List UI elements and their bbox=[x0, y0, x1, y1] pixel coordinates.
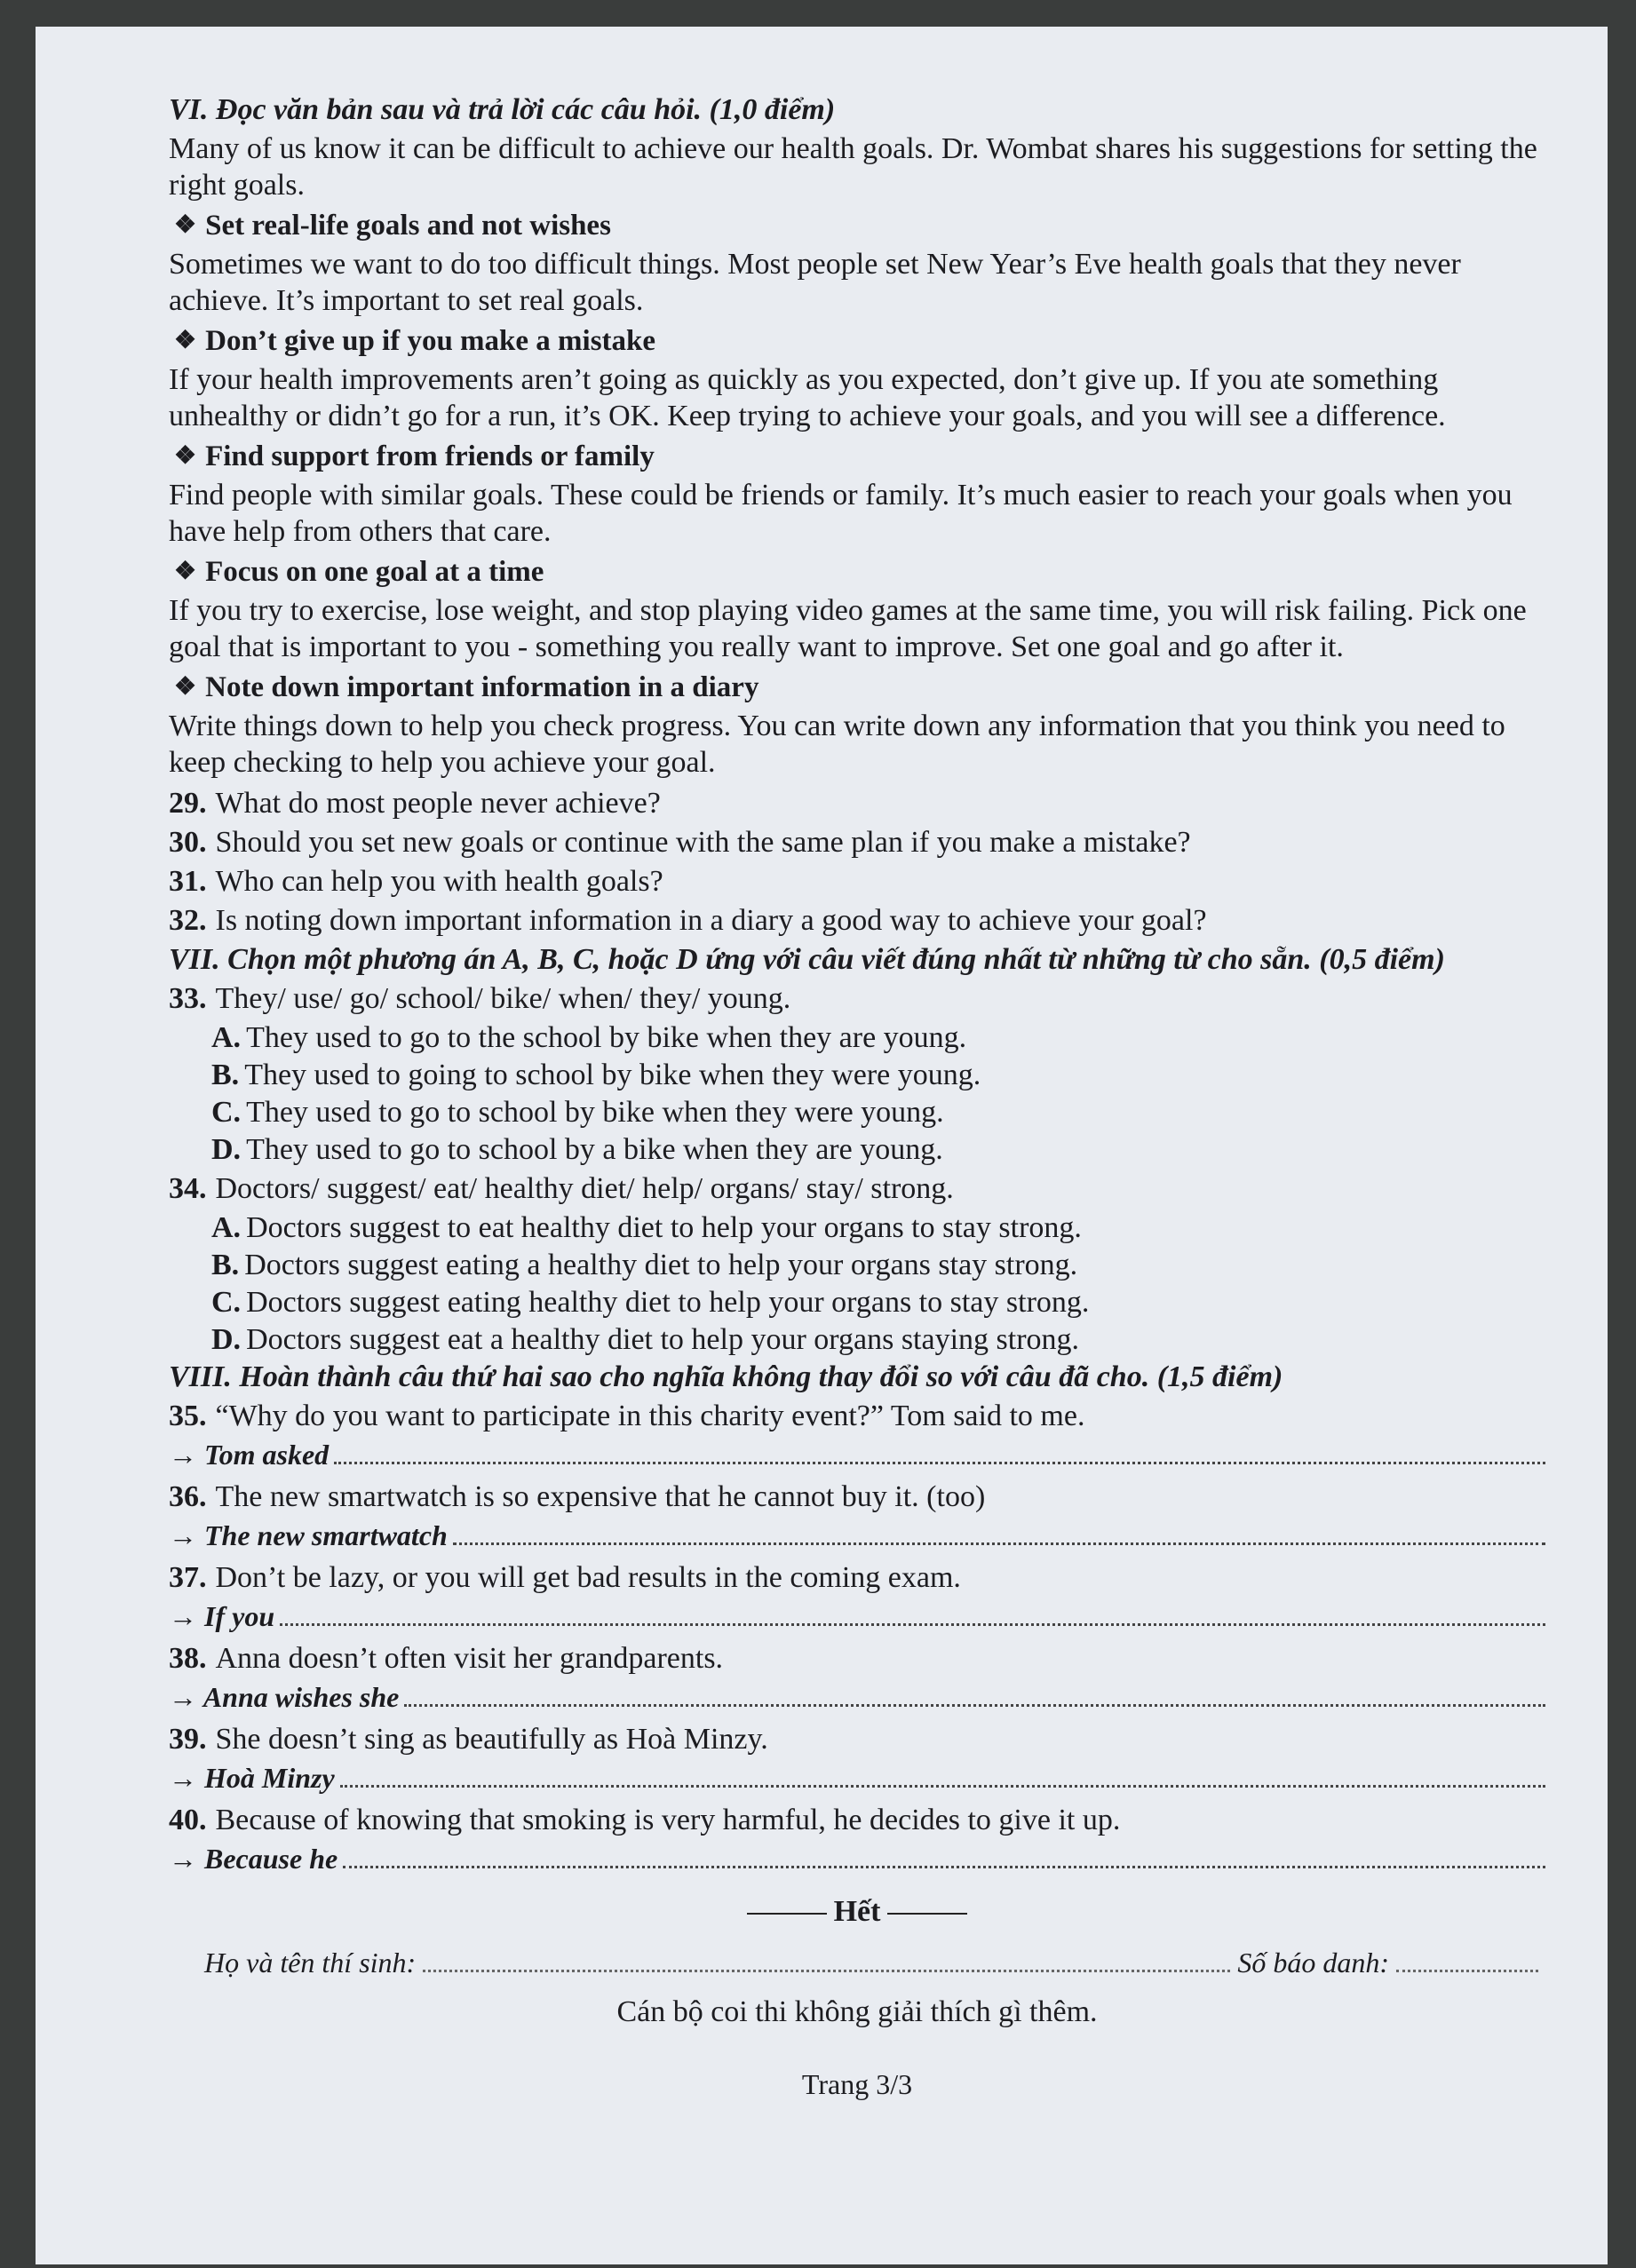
answer-line-39[interactable]: → Hoà Minzy bbox=[169, 1762, 1545, 1795]
candidate-info bbox=[204, 1947, 1545, 1979]
tip-heading: ❖ Set real-life goals and not wishes bbox=[174, 209, 611, 242]
question-39: 39. She doesn’t sing as beautifully as Hoà Minzy. bbox=[169, 1722, 768, 1756]
tip-text: Write things down to help you check progress. You can write down any information that you think you need to keep checking to help you achieve your goal. bbox=[169, 709, 1505, 780]
answer-line-38[interactable]: → Anna wishes she bbox=[169, 1681, 1545, 1714]
answer-line-35[interactable]: → Tom asked bbox=[169, 1439, 1545, 1471]
question-36: 36. The new smartwatch is so expensive that he cannot buy it. (too) bbox=[169, 1479, 986, 1513]
section-8-title: VIII. Hoàn thành câu thứ hai sao cho nghĩa không thay đổi so với câu đã cho. (1,5 điểm) bbox=[169, 1360, 1283, 1393]
question-33: 33. They/ use/ go/ school/ bike/ when/ they/ young. bbox=[169, 981, 791, 1015]
question-31: 31. Who can help you with health goals? bbox=[169, 864, 663, 898]
candidate-number-label: Số báo danh: bbox=[1237, 1946, 1389, 1979]
tip-text: If you try to exercise, lose weight, and stop playing video games at the same time, you will risk failing. Pick one goal that is important to you - something you really want to improve. Set one goal and go after it. bbox=[169, 593, 1527, 664]
option-d: D. They used to go to school by a bike when they are young. bbox=[211, 1132, 943, 1166]
tip-heading: ❖ Don’t give up if you make a mistake bbox=[174, 324, 656, 357]
tip-text: If your health improvements aren’t going as quickly as you expected, don’t give up. If you ate something unhealthy or didn’t go for a run, it’s OK. Keep trying to achieve your goals, and you will see a difference. bbox=[169, 362, 1446, 433]
option-c: C. Doctors suggest eating healthy diet to help your organs to stay strong. bbox=[211, 1285, 1090, 1319]
diamond-bullet-icon: ❖ bbox=[174, 326, 197, 354]
option-b: B. Doctors suggest eating a healthy diet to help your organs stay strong. bbox=[211, 1248, 1078, 1281]
question-37: 37. Don’t be lazy, or you will get bad results in the coming exam. bbox=[169, 1560, 961, 1594]
diamond-bullet-icon: ❖ bbox=[174, 557, 197, 585]
question-35: 35. “Why do you want to participate in this charity event?” Tom said to me. bbox=[169, 1399, 1085, 1432]
tip-text: Sometimes we want to do too difficult things. Most people set New Year’s Eve health goals that they never achieve. It’s important to set real goals. bbox=[169, 247, 1461, 318]
tip-heading: ❖ Note down important information in a diary bbox=[174, 670, 759, 703]
option-a: A. Doctors suggest to eat healthy diet to help your organs to stay strong. bbox=[211, 1210, 1082, 1244]
page-number: Trang 3/3 bbox=[801, 2067, 913, 2100]
end-marker: Hết bbox=[169, 1895, 1545, 1929]
option-c: C. They used to go to school by bike when they were young. bbox=[211, 1095, 944, 1129]
diamond-bullet-icon: ❖ bbox=[174, 210, 197, 239]
section-7-title: VII. Chọn một phương án A, B, C, hoặc D ứng với câu viết đúng nhất từ những từ cho sẵn. (0,5 điểm) bbox=[169, 942, 1445, 976]
answer-line-37[interactable]: → If you bbox=[169, 1600, 1545, 1633]
answer-line-40[interactable]: → Because he bbox=[169, 1843, 1545, 1875]
candidate-number-field[interactable] bbox=[1396, 1963, 1538, 1972]
exam-page bbox=[36, 27, 1608, 2264]
proctor-note: Cán bộ coi thi không giải thích gì thêm. bbox=[616, 1994, 1098, 2028]
option-b: B. They used to going to school by bike when they were young. bbox=[211, 1058, 981, 1091]
tip-heading: ❖ Find support from friends or family bbox=[174, 440, 655, 472]
candidate-name-field[interactable] bbox=[423, 1963, 1230, 1972]
reading-intro: Many of us know it can be difficult to achieve our health goals. Dr. Wombat shares his suggestions for setting the right goals. bbox=[169, 132, 1537, 202]
tip-text: Find people with similar goals. These could be friends or family. It’s much easier to reach your goals when you have help from others that care. bbox=[169, 478, 1513, 549]
tip-heading: ❖ Focus on one goal at a time bbox=[174, 555, 544, 588]
question-38: 38. Anna doesn’t often visit her grandparents. bbox=[169, 1641, 724, 1675]
question-29: 29. What do most people never achieve? bbox=[169, 786, 661, 820]
option-d: D. Doctors suggest eat a healthy diet to help your organs staying strong. bbox=[211, 1322, 1080, 1356]
candidate-name-label: Họ và tên thí sinh: bbox=[204, 1946, 417, 1979]
question-34: 34. Doctors/ suggest/ eat/ healthy diet/ help/ organs/ stay/ strong. bbox=[169, 1171, 954, 1205]
question-30: 30. Should you set new goals or continue with the same plan if you make a mistake? bbox=[169, 825, 1191, 859]
answer-line-36[interactable]: → The new smartwatch bbox=[169, 1519, 1545, 1552]
question-32: 32. Is noting down important information in a diary a good way to achieve your goal? bbox=[169, 903, 1207, 937]
diamond-bullet-icon: ❖ bbox=[174, 441, 197, 470]
option-a: A. They used to go to the school by bike when they are young. bbox=[211, 1020, 967, 1054]
section-6-title: VI. Đọc văn bản sau và trả lời các câu hỏi. (1,0 điểm) bbox=[169, 93, 836, 126]
question-40: 40. Because of knowing that smoking is very harmful, he decides to give it up. bbox=[169, 1803, 1121, 1836]
diamond-bullet-icon: ❖ bbox=[174, 672, 197, 701]
